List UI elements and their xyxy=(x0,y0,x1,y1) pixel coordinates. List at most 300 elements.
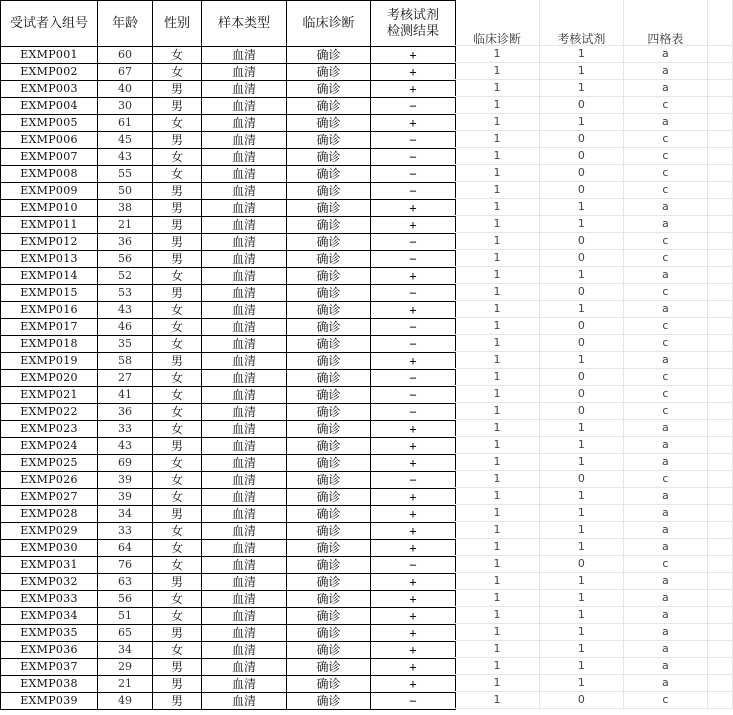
cell-sample-type[interactable]: 血清 xyxy=(202,98,287,115)
cell-reagent-code[interactable]: 1 xyxy=(540,46,624,63)
cell-clinical-diagnosis[interactable]: 确诊 xyxy=(287,591,371,608)
cell-clinical-diagnosis[interactable]: 确诊 xyxy=(287,540,371,557)
cell-fourfold[interactable]: a xyxy=(623,216,707,233)
blank-cell[interactable] xyxy=(540,0,624,33)
header-sample-type[interactable]: 样本类型 xyxy=(202,1,287,47)
cell-sample-type[interactable]: 血清 xyxy=(202,693,287,710)
cell-sample-type[interactable]: 血清 xyxy=(202,642,287,659)
cell-subject-id[interactable]: EXMP039 xyxy=(1,693,98,710)
cell-sex[interactable]: 女 xyxy=(153,268,202,285)
cell-sex[interactable]: 女 xyxy=(153,336,202,353)
cell-reagent-code[interactable]: 1 xyxy=(540,488,624,505)
cell-reagent-result[interactable]: + xyxy=(371,115,456,132)
cell-clinical-diagnosis[interactable]: 确诊 xyxy=(287,234,371,251)
cell-age[interactable]: 36 xyxy=(98,404,153,421)
cell-reagent-result[interactable]: + xyxy=(371,200,456,217)
cell-fourfold[interactable]: a xyxy=(623,114,707,131)
cell-reagent-code[interactable]: 0 xyxy=(540,148,624,165)
blank-cell[interactable] xyxy=(707,97,732,114)
cell-age[interactable]: 40 xyxy=(98,81,153,98)
cell-reagent-result[interactable]: − xyxy=(371,557,456,574)
cell-subject-id[interactable]: EXMP021 xyxy=(1,387,98,404)
cell-subject-id[interactable]: EXMP009 xyxy=(1,183,98,200)
cell-clinical-diag-code[interactable]: 1 xyxy=(455,403,540,420)
cell-subject-id[interactable]: EXMP028 xyxy=(1,506,98,523)
cell-reagent-result[interactable]: − xyxy=(371,472,456,489)
cell-subject-id[interactable]: EXMP020 xyxy=(1,370,98,387)
cell-reagent-result[interactable]: + xyxy=(371,608,456,625)
cell-clinical-diag-code[interactable]: 1 xyxy=(455,216,540,233)
cell-subject-id[interactable]: EXMP006 xyxy=(1,132,98,149)
cell-clinical-diagnosis[interactable]: 确诊 xyxy=(287,81,371,98)
cell-fourfold[interactable]: c xyxy=(623,556,707,573)
cell-sample-type[interactable]: 血清 xyxy=(202,149,287,166)
blank-cell[interactable] xyxy=(707,46,732,63)
cell-sample-type[interactable]: 血清 xyxy=(202,523,287,540)
blank-cell[interactable] xyxy=(707,148,732,165)
blank-cell[interactable] xyxy=(707,284,732,301)
cell-reagent-code[interactable]: 1 xyxy=(540,658,624,675)
cell-sample-type[interactable]: 血清 xyxy=(202,251,287,268)
cell-reagent-code[interactable]: 0 xyxy=(540,369,624,386)
cell-clinical-diag-code[interactable]: 1 xyxy=(455,250,540,267)
cell-clinical-diag-code[interactable]: 1 xyxy=(455,658,540,675)
cell-age[interactable]: 29 xyxy=(98,659,153,676)
cell-reagent-code[interactable]: 1 xyxy=(540,420,624,437)
cell-clinical-diagnosis[interactable]: 确诊 xyxy=(287,472,371,489)
cell-clinical-diag-code[interactable]: 1 xyxy=(455,46,540,63)
cell-age[interactable]: 43 xyxy=(98,149,153,166)
cell-fourfold[interactable]: c xyxy=(623,284,707,301)
blank-cell[interactable] xyxy=(707,641,732,658)
blank-cell[interactable] xyxy=(707,420,732,437)
cell-sample-type[interactable]: 血清 xyxy=(202,302,287,319)
cell-clinical-diag-code[interactable]: 1 xyxy=(455,607,540,624)
cell-fourfold[interactable]: a xyxy=(623,199,707,216)
cell-age[interactable]: 55 xyxy=(98,166,153,183)
cell-age[interactable]: 52 xyxy=(98,268,153,285)
cell-clinical-diag-code[interactable]: 1 xyxy=(455,318,540,335)
cell-reagent-result[interactable]: + xyxy=(371,489,456,506)
cell-fourfold[interactable]: c xyxy=(623,403,707,420)
cell-clinical-diag-code[interactable]: 1 xyxy=(455,505,540,522)
cell-clinical-diagnosis[interactable]: 确诊 xyxy=(287,625,371,642)
cell-reagent-result[interactable]: − xyxy=(371,251,456,268)
cell-age[interactable]: 34 xyxy=(98,506,153,523)
cell-sex[interactable]: 男 xyxy=(153,506,202,523)
blank-cell[interactable] xyxy=(707,301,732,318)
cell-fourfold[interactable]: a xyxy=(623,573,707,590)
cell-sex[interactable]: 男 xyxy=(153,81,202,98)
cell-sex[interactable]: 男 xyxy=(153,98,202,115)
cell-reagent-result[interactable]: + xyxy=(371,591,456,608)
cell-sex[interactable]: 男 xyxy=(153,200,202,217)
blank-cell[interactable] xyxy=(707,692,732,709)
cell-clinical-diag-code[interactable]: 1 xyxy=(455,420,540,437)
cell-fourfold[interactable]: a xyxy=(623,437,707,454)
cell-reagent-code[interactable]: 1 xyxy=(540,267,624,284)
cell-reagent-result[interactable]: + xyxy=(371,353,456,370)
cell-sample-type[interactable]: 血清 xyxy=(202,608,287,625)
cell-sex[interactable]: 男 xyxy=(153,353,202,370)
cell-clinical-diagnosis[interactable]: 确诊 xyxy=(287,421,371,438)
cell-clinical-diag-code[interactable]: 1 xyxy=(455,80,540,97)
cell-reagent-result[interactable]: + xyxy=(371,659,456,676)
cell-reagent-code[interactable]: 1 xyxy=(540,539,624,556)
cell-fourfold[interactable]: a xyxy=(623,420,707,437)
cell-clinical-diagnosis[interactable]: 确诊 xyxy=(287,285,371,302)
cell-sex[interactable]: 男 xyxy=(153,285,202,302)
header-age[interactable]: 年龄 xyxy=(98,1,153,47)
cell-subject-id[interactable]: EXMP026 xyxy=(1,472,98,489)
cell-sex[interactable]: 女 xyxy=(153,591,202,608)
cell-age[interactable]: 35 xyxy=(98,336,153,353)
cell-subject-id[interactable]: EXMP024 xyxy=(1,438,98,455)
cell-sample-type[interactable]: 血清 xyxy=(202,574,287,591)
cell-clinical-diag-code[interactable]: 1 xyxy=(455,63,540,80)
cell-reagent-result[interactable]: + xyxy=(371,676,456,693)
cell-clinical-diagnosis[interactable]: 确诊 xyxy=(287,268,371,285)
cell-reagent-result[interactable]: + xyxy=(371,625,456,642)
cell-fourfold[interactable]: a xyxy=(623,658,707,675)
cell-age[interactable]: 69 xyxy=(98,455,153,472)
header-clinical-diag-code[interactable]: 临床诊断 xyxy=(455,33,540,46)
cell-age[interactable]: 33 xyxy=(98,421,153,438)
cell-reagent-result[interactable]: − xyxy=(371,183,456,200)
cell-subject-id[interactable]: EXMP016 xyxy=(1,302,98,319)
cell-reagent-code[interactable]: 0 xyxy=(540,335,624,352)
blank-cell[interactable] xyxy=(707,250,732,267)
cell-sex[interactable]: 男 xyxy=(153,574,202,591)
blank-cell[interactable] xyxy=(707,522,732,539)
cell-clinical-diagnosis[interactable]: 确诊 xyxy=(287,523,371,540)
cell-clinical-diag-code[interactable]: 1 xyxy=(455,131,540,148)
blank-cell[interactable] xyxy=(707,658,732,675)
cell-sample-type[interactable]: 血清 xyxy=(202,353,287,370)
cell-clinical-diag-code[interactable]: 1 xyxy=(455,369,540,386)
cell-clinical-diag-code[interactable]: 1 xyxy=(455,233,540,250)
blank-cell[interactable] xyxy=(707,63,732,80)
cell-sex[interactable]: 男 xyxy=(153,676,202,693)
cell-clinical-diagnosis[interactable]: 确诊 xyxy=(287,251,371,268)
blank-cell[interactable] xyxy=(707,80,732,97)
cell-subject-id[interactable]: EXMP030 xyxy=(1,540,98,557)
cell-age[interactable]: 33 xyxy=(98,523,153,540)
cell-clinical-diagnosis[interactable]: 确诊 xyxy=(287,438,371,455)
cell-sample-type[interactable]: 血清 xyxy=(202,64,287,81)
cell-sample-type[interactable]: 血清 xyxy=(202,506,287,523)
cell-age[interactable]: 63 xyxy=(98,574,153,591)
cell-clinical-diagnosis[interactable]: 确诊 xyxy=(287,166,371,183)
cell-fourfold[interactable]: a xyxy=(623,488,707,505)
cell-reagent-code[interactable]: 0 xyxy=(540,386,624,403)
cell-fourfold[interactable]: c xyxy=(623,233,707,250)
cell-sample-type[interactable]: 血清 xyxy=(202,370,287,387)
cell-sample-type[interactable]: 血清 xyxy=(202,540,287,557)
cell-clinical-diag-code[interactable]: 1 xyxy=(455,590,540,607)
cell-clinical-diag-code[interactable]: 1 xyxy=(455,301,540,318)
cell-reagent-result[interactable]: + xyxy=(371,506,456,523)
cell-subject-id[interactable]: EXMP005 xyxy=(1,115,98,132)
cell-reagent-result[interactable]: − xyxy=(371,370,456,387)
cell-clinical-diag-code[interactable]: 1 xyxy=(455,556,540,573)
cell-sample-type[interactable]: 血清 xyxy=(202,455,287,472)
blank-cell[interactable] xyxy=(707,556,732,573)
cell-reagent-code[interactable]: 1 xyxy=(540,641,624,658)
blank-cell[interactable] xyxy=(707,0,732,33)
blank-cell[interactable] xyxy=(707,216,732,233)
cell-sample-type[interactable]: 血清 xyxy=(202,319,287,336)
cell-sex[interactable]: 女 xyxy=(153,642,202,659)
cell-clinical-diagnosis[interactable]: 确诊 xyxy=(287,489,371,506)
cell-age[interactable]: 65 xyxy=(98,625,153,642)
cell-age[interactable]: 39 xyxy=(98,472,153,489)
blank-cell[interactable] xyxy=(707,267,732,284)
cell-clinical-diag-code[interactable]: 1 xyxy=(455,267,540,284)
cell-sex[interactable]: 男 xyxy=(153,693,202,710)
cell-reagent-result[interactable]: − xyxy=(371,166,456,183)
cell-sample-type[interactable]: 血清 xyxy=(202,166,287,183)
cell-fourfold[interactable]: a xyxy=(623,624,707,641)
blank-cell[interactable] xyxy=(707,539,732,556)
cell-fourfold[interactable]: c xyxy=(623,131,707,148)
cell-clinical-diag-code[interactable]: 1 xyxy=(455,471,540,488)
cell-fourfold[interactable]: c xyxy=(623,369,707,386)
cell-subject-id[interactable]: EXMP013 xyxy=(1,251,98,268)
blank-cell[interactable] xyxy=(707,386,732,403)
cell-clinical-diagnosis[interactable]: 确诊 xyxy=(287,574,371,591)
cell-reagent-result[interactable]: + xyxy=(371,217,456,234)
cell-sample-type[interactable]: 血清 xyxy=(202,183,287,200)
cell-subject-id[interactable]: EXMP027 xyxy=(1,489,98,506)
cell-sex[interactable]: 男 xyxy=(153,438,202,455)
cell-reagent-code[interactable]: 1 xyxy=(540,522,624,539)
cell-reagent-code[interactable]: 1 xyxy=(540,675,624,692)
cell-sample-type[interactable]: 血清 xyxy=(202,472,287,489)
cell-age[interactable]: 41 xyxy=(98,387,153,404)
cell-clinical-diag-code[interactable]: 1 xyxy=(455,182,540,199)
cell-subject-id[interactable]: EXMP008 xyxy=(1,166,98,183)
cell-sample-type[interactable]: 血清 xyxy=(202,132,287,149)
cell-subject-id[interactable]: EXMP023 xyxy=(1,421,98,438)
cell-reagent-result[interactable]: − xyxy=(371,693,456,710)
cell-age[interactable]: 27 xyxy=(98,370,153,387)
cell-sex[interactable]: 女 xyxy=(153,540,202,557)
cell-subject-id[interactable]: EXMP014 xyxy=(1,268,98,285)
cell-sample-type[interactable]: 血清 xyxy=(202,591,287,608)
cell-sex[interactable]: 女 xyxy=(153,404,202,421)
cell-sex[interactable]: 女 xyxy=(153,557,202,574)
cell-subject-id[interactable]: EXMP036 xyxy=(1,642,98,659)
cell-age[interactable]: 56 xyxy=(98,251,153,268)
cell-sex[interactable]: 女 xyxy=(153,166,202,183)
cell-sex[interactable]: 女 xyxy=(153,115,202,132)
cell-reagent-result[interactable]: + xyxy=(371,642,456,659)
header-sex[interactable]: 性别 xyxy=(153,1,202,47)
cell-fourfold[interactable]: c xyxy=(623,148,707,165)
cell-age[interactable]: 58 xyxy=(98,353,153,370)
cell-reagent-result[interactable]: − xyxy=(371,132,456,149)
cell-clinical-diag-code[interactable]: 1 xyxy=(455,641,540,658)
cell-sample-type[interactable]: 血清 xyxy=(202,421,287,438)
cell-sample-type[interactable]: 血清 xyxy=(202,234,287,251)
cell-age[interactable]: 53 xyxy=(98,285,153,302)
blank-cell[interactable] xyxy=(707,437,732,454)
cell-subject-id[interactable]: EXMP007 xyxy=(1,149,98,166)
cell-sample-type[interactable]: 血清 xyxy=(202,557,287,574)
cell-sample-type[interactable]: 血清 xyxy=(202,268,287,285)
blank-cell[interactable] xyxy=(707,590,732,607)
cell-sex[interactable]: 男 xyxy=(153,234,202,251)
cell-clinical-diag-code[interactable]: 1 xyxy=(455,573,540,590)
cell-clinical-diagnosis[interactable]: 确诊 xyxy=(287,183,371,200)
cell-clinical-diagnosis[interactable]: 确诊 xyxy=(287,404,371,421)
cell-reagent-result[interactable]: + xyxy=(371,302,456,319)
cell-clinical-diagnosis[interactable]: 确诊 xyxy=(287,608,371,625)
cell-clinical-diag-code[interactable]: 1 xyxy=(455,522,540,539)
header-reagent-code[interactable]: 考核试剂 xyxy=(540,33,624,46)
cell-fourfold[interactable]: a xyxy=(623,63,707,80)
cell-sample-type[interactable]: 血清 xyxy=(202,659,287,676)
cell-age[interactable]: 51 xyxy=(98,608,153,625)
cell-sex[interactable]: 女 xyxy=(153,149,202,166)
cell-reagent-result[interactable]: + xyxy=(371,574,456,591)
cell-fourfold[interactable]: a xyxy=(623,46,707,63)
cell-subject-id[interactable]: EXMP015 xyxy=(1,285,98,302)
cell-reagent-result[interactable]: − xyxy=(371,234,456,251)
cell-reagent-code[interactable]: 0 xyxy=(540,471,624,488)
cell-reagent-code[interactable]: 1 xyxy=(540,301,624,318)
cell-reagent-result[interactable]: + xyxy=(371,64,456,81)
cell-reagent-code[interactable]: 1 xyxy=(540,624,624,641)
blank-cell[interactable] xyxy=(707,233,732,250)
blank-cell[interactable] xyxy=(455,0,540,33)
header-clinical-diagnosis[interactable]: 临床诊断 xyxy=(287,1,371,47)
cell-fourfold[interactable]: a xyxy=(623,675,707,692)
cell-fourfold[interactable]: c xyxy=(623,97,707,114)
cell-clinical-diag-code[interactable]: 1 xyxy=(455,488,540,505)
cell-clinical-diag-code[interactable]: 1 xyxy=(455,335,540,352)
cell-fourfold[interactable]: a xyxy=(623,607,707,624)
cell-age[interactable]: 67 xyxy=(98,64,153,81)
blank-cell[interactable] xyxy=(707,165,732,182)
cell-clinical-diagnosis[interactable]: 确诊 xyxy=(287,642,371,659)
cell-clinical-diagnosis[interactable]: 确诊 xyxy=(287,659,371,676)
cell-fourfold[interactable]: c xyxy=(623,471,707,488)
cell-sample-type[interactable]: 血清 xyxy=(202,81,287,98)
cell-reagent-code[interactable]: 1 xyxy=(540,80,624,97)
cell-clinical-diagnosis[interactable]: 确诊 xyxy=(287,319,371,336)
cell-reagent-code[interactable]: 0 xyxy=(540,250,624,267)
cell-clinical-diag-code[interactable]: 1 xyxy=(455,199,540,216)
cell-reagent-code[interactable]: 1 xyxy=(540,199,624,216)
cell-subject-id[interactable]: EXMP029 xyxy=(1,523,98,540)
cell-reagent-code[interactable]: 0 xyxy=(540,284,624,301)
cell-clinical-diag-code[interactable]: 1 xyxy=(455,114,540,131)
cell-subject-id[interactable]: EXMP037 xyxy=(1,659,98,676)
cell-reagent-code[interactable]: 1 xyxy=(540,216,624,233)
cell-subject-id[interactable]: EXMP002 xyxy=(1,64,98,81)
cell-subject-id[interactable]: EXMP019 xyxy=(1,353,98,370)
cell-subject-id[interactable]: EXMP038 xyxy=(1,676,98,693)
header-reagent-result[interactable] xyxy=(371,1,456,47)
cell-sex[interactable]: 男 xyxy=(153,625,202,642)
cell-age[interactable]: 50 xyxy=(98,183,153,200)
cell-sex[interactable]: 男 xyxy=(153,659,202,676)
cell-reagent-code[interactable]: 0 xyxy=(540,97,624,114)
cell-reagent-code[interactable]: 0 xyxy=(540,692,624,709)
blank-cell[interactable] xyxy=(623,0,707,33)
cell-sex[interactable]: 男 xyxy=(153,251,202,268)
cell-clinical-diagnosis[interactable]: 确诊 xyxy=(287,693,371,710)
cell-clinical-diag-code[interactable]: 1 xyxy=(455,539,540,556)
cell-sex[interactable]: 女 xyxy=(153,523,202,540)
cell-reagent-code[interactable]: 0 xyxy=(540,182,624,199)
cell-sex[interactable]: 女 xyxy=(153,387,202,404)
blank-cell[interactable] xyxy=(707,33,732,46)
cell-sex[interactable]: 女 xyxy=(153,608,202,625)
cell-reagent-code[interactable]: 1 xyxy=(540,352,624,369)
cell-age[interactable]: 21 xyxy=(98,217,153,234)
cell-reagent-result[interactable]: − xyxy=(371,98,456,115)
blank-cell[interactable] xyxy=(707,352,732,369)
cell-reagent-result[interactable]: + xyxy=(371,81,456,98)
cell-reagent-code[interactable]: 0 xyxy=(540,131,624,148)
cell-subject-id[interactable]: EXMP035 xyxy=(1,625,98,642)
cell-clinical-diagnosis[interactable]: 确诊 xyxy=(287,47,371,64)
cell-clinical-diagnosis[interactable]: 确诊 xyxy=(287,506,371,523)
cell-clinical-diagnosis[interactable]: 确诊 xyxy=(287,557,371,574)
cell-age[interactable]: 49 xyxy=(98,693,153,710)
cell-fourfold[interactable]: a xyxy=(623,590,707,607)
cell-reagent-result[interactable]: − xyxy=(371,149,456,166)
cell-fourfold[interactable]: a xyxy=(623,539,707,556)
cell-clinical-diag-code[interactable]: 1 xyxy=(455,437,540,454)
cell-age[interactable]: 34 xyxy=(98,642,153,659)
cell-fourfold[interactable]: a xyxy=(623,80,707,97)
blank-cell[interactable] xyxy=(707,199,732,216)
cell-clinical-diagnosis[interactable]: 确诊 xyxy=(287,370,371,387)
cell-sample-type[interactable]: 血清 xyxy=(202,387,287,404)
cell-reagent-result[interactable]: − xyxy=(371,285,456,302)
cell-reagent-result[interactable]: − xyxy=(371,387,456,404)
cell-clinical-diagnosis[interactable]: 确诊 xyxy=(287,676,371,693)
cell-clinical-diagnosis[interactable]: 确诊 xyxy=(287,302,371,319)
cell-subject-id[interactable]: EXMP032 xyxy=(1,574,98,591)
cell-clinical-diagnosis[interactable]: 确诊 xyxy=(287,336,371,353)
cell-sex[interactable]: 女 xyxy=(153,64,202,81)
cell-sex[interactable]: 女 xyxy=(153,472,202,489)
cell-sex[interactable]: 女 xyxy=(153,421,202,438)
cell-sex[interactable]: 男 xyxy=(153,183,202,200)
cell-age[interactable]: 30 xyxy=(98,98,153,115)
cell-reagent-code[interactable]: 1 xyxy=(540,573,624,590)
cell-age[interactable]: 21 xyxy=(98,676,153,693)
cell-clinical-diag-code[interactable]: 1 xyxy=(455,624,540,641)
cell-clinical-diagnosis[interactable]: 确诊 xyxy=(287,455,371,472)
blank-cell[interactable] xyxy=(707,505,732,522)
blank-cell[interactable] xyxy=(707,114,732,131)
cell-clinical-diagnosis[interactable]: 确诊 xyxy=(287,132,371,149)
cell-reagent-code[interactable]: 0 xyxy=(540,233,624,250)
cell-sex[interactable]: 男 xyxy=(153,217,202,234)
cell-fourfold[interactable]: c xyxy=(623,386,707,403)
cell-age[interactable]: 38 xyxy=(98,200,153,217)
cell-sex[interactable]: 女 xyxy=(153,489,202,506)
cell-fourfold[interactable]: a xyxy=(623,267,707,284)
cell-age[interactable]: 46 xyxy=(98,319,153,336)
cell-clinical-diag-code[interactable]: 1 xyxy=(455,675,540,692)
